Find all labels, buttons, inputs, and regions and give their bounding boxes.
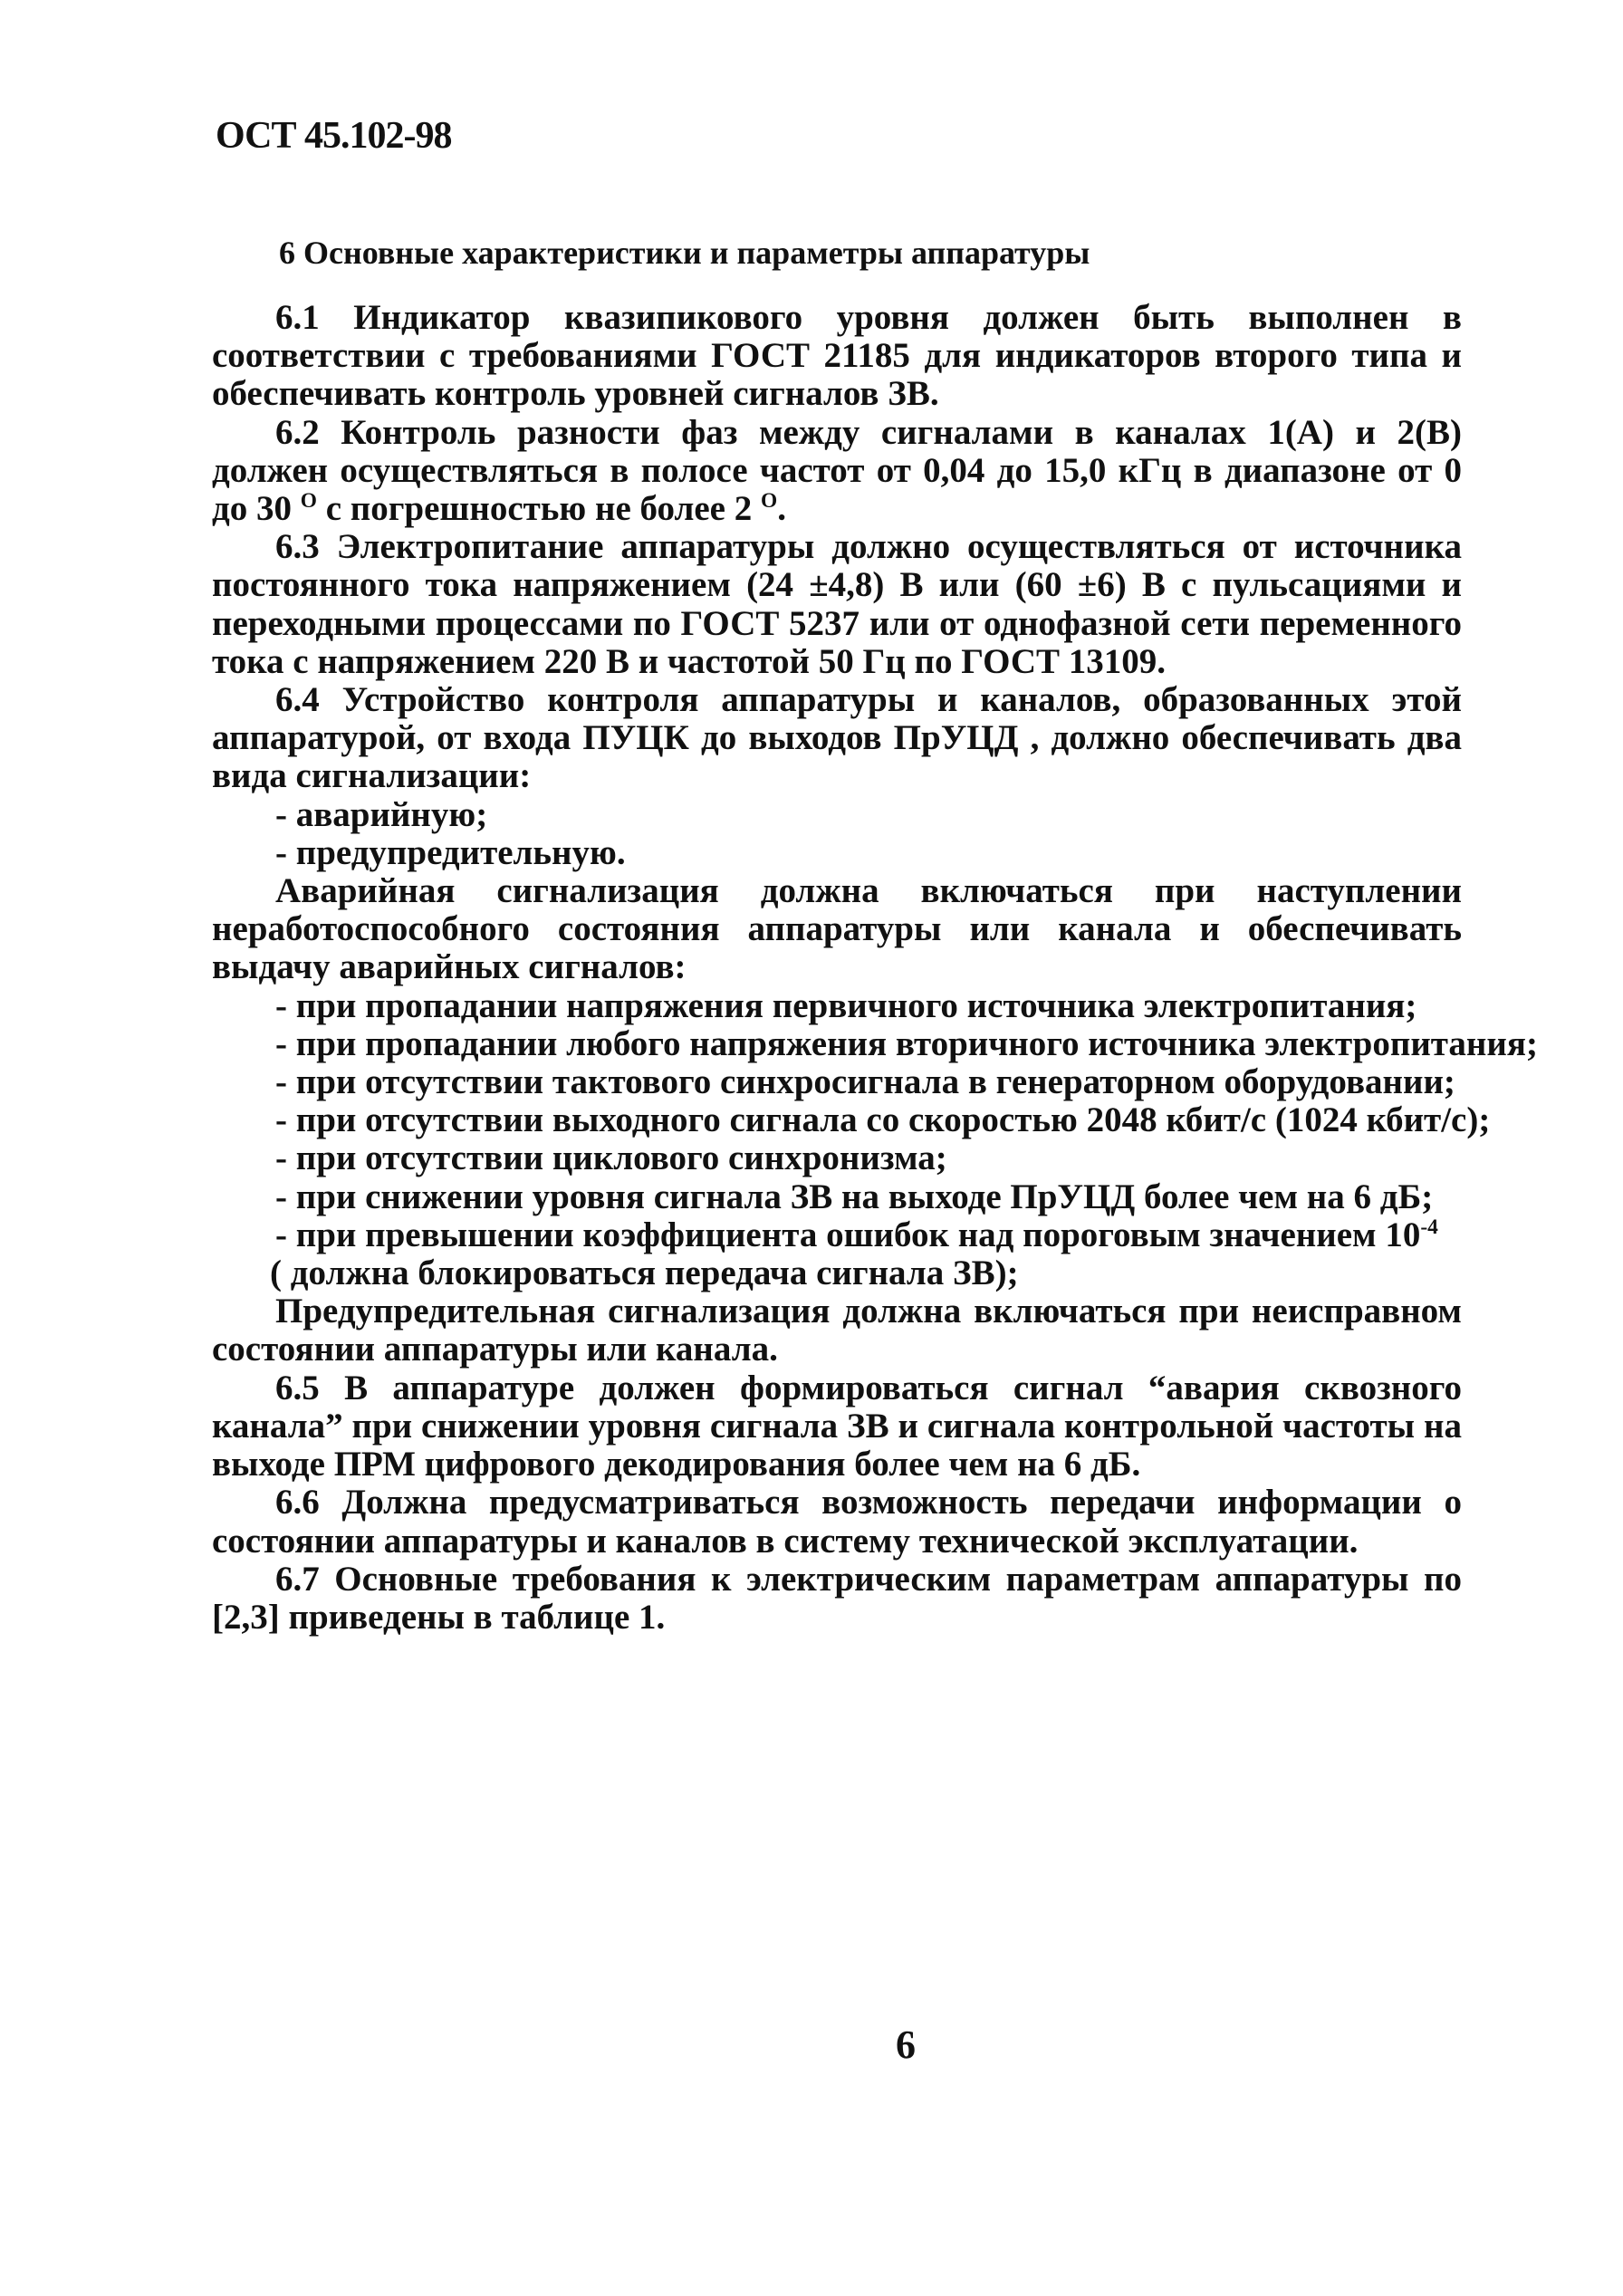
alarm-list-item: - при пропадании напряжения первичного источника электропитания;: [275, 985, 1417, 1025]
paragraph-6-5: 6.5 В аппаратуре должен формироваться сигнал “авария сквозного канала” при снижении уровня сигнала ЗВ и сигнала контрольной частоты на выходе ПРМ цифрового декодирования более чем на 6 дБ.: [212, 1368, 1462, 1484]
alarm-list-item: - при отсутствии выходного сигнала со скоростью 2048 кбит/с (1024 кбит/с);: [275, 1100, 1491, 1140]
degree-mark: О: [300, 489, 317, 514]
alarm-list-item: [212, 1216, 1462, 1254]
warning-paragraph: Предупредительная сигнализация должна включаться при неисправном состоянии аппаратуры или канала.: [212, 1292, 1462, 1369]
paragraph-6-7: 6.7 Основные требования к электрическим параметрам аппаратуры по [2,3] приведены в таблице 1.: [212, 1559, 1462, 1637]
paragraph-6-2: [212, 414, 1462, 529]
alarm-list-note: ( должна блокироваться передача сигнала ЗВ);: [270, 1254, 1019, 1293]
paragraph-6-2-text-b: с погрешностью не более 2: [316, 489, 753, 529]
signal-type-item: - аварийную;: [275, 794, 488, 834]
document-code: ОСТ 45.102-98: [216, 115, 452, 157]
signal-type-item: - предупредительную.: [275, 832, 626, 872]
alarm-list-item: - при отсутствии циклового синхронизма;: [275, 1138, 947, 1178]
alarm-list-item: - при снижении уровня сигнала ЗВ на выходе ПрУЦД более чем на 6 дБ;: [275, 1177, 1434, 1216]
paragraph-6-2-text-a: 6.2 Контроль разности фаз между сигналами в каналах 1(А) и 2(В) должен осуществляться в полосе частот от 0,04 до 15,0 кГц в диапазоне от 0 до 30: [212, 412, 1462, 529]
alarm-list-item: - при отсутствии тактового синхросигнала в генераторном оборудовании;: [275, 1062, 1455, 1102]
paragraph-6-1: 6.1 Индикатор квазипикового уровня должен быть выполнен в соответствии с требованиями ГОСТ 21185 для индикаторов второго типа и обеспечивать контроль уровней сигналов ЗВ.: [212, 298, 1462, 414]
paragraph-6-4: 6.4 Устройство контроля аппаратуры и каналов, образованных этой аппаратурой, от входа ПУЦК до выходов ПрУЦД , должно обеспечивать два вида сигнализации:: [212, 680, 1462, 796]
paragraph-6-2-text-c: .: [777, 489, 786, 529]
page-number: 6: [896, 2022, 916, 2067]
alarm-list-item: - при пропадании любого напряжения вторичного источника электропитания;: [275, 1023, 1538, 1063]
section-body: [212, 298, 1538, 1637]
paragraph-6-6: 6.6 Должна предусматриваться возможность передачи информации о состоянии аппаратуры и каналов в систему технической эксплуатации.: [212, 1483, 1462, 1561]
degree-mark: О: [760, 489, 778, 514]
alarm-list-item-text: - при превышении коэффициента ошибок над пороговым значением 10: [275, 1215, 1421, 1254]
section-title: 6 Основные характеристики и параметры аппаратуры: [279, 235, 1090, 271]
alarm-intro: Аварийная сигнализация должна включаться при наступлении неработоспособного состояния аппаратуры или канала и обеспечивать выдачу аварийных сигналов:: [212, 871, 1462, 987]
exponent: -4: [1420, 1215, 1438, 1239]
paragraph-6-3: 6.3 Электропитание аппаратуры должно осуществляться от источника постоянного тока напряжением (24 ±4,8) В или (60 ±6) В с пульсациями и переходными процессами по ГОСТ 5237 или от однофазной сети переменного тока с напряжением 220 В и частотой 50 Гц по ГОСТ 13109.: [212, 527, 1462, 681]
